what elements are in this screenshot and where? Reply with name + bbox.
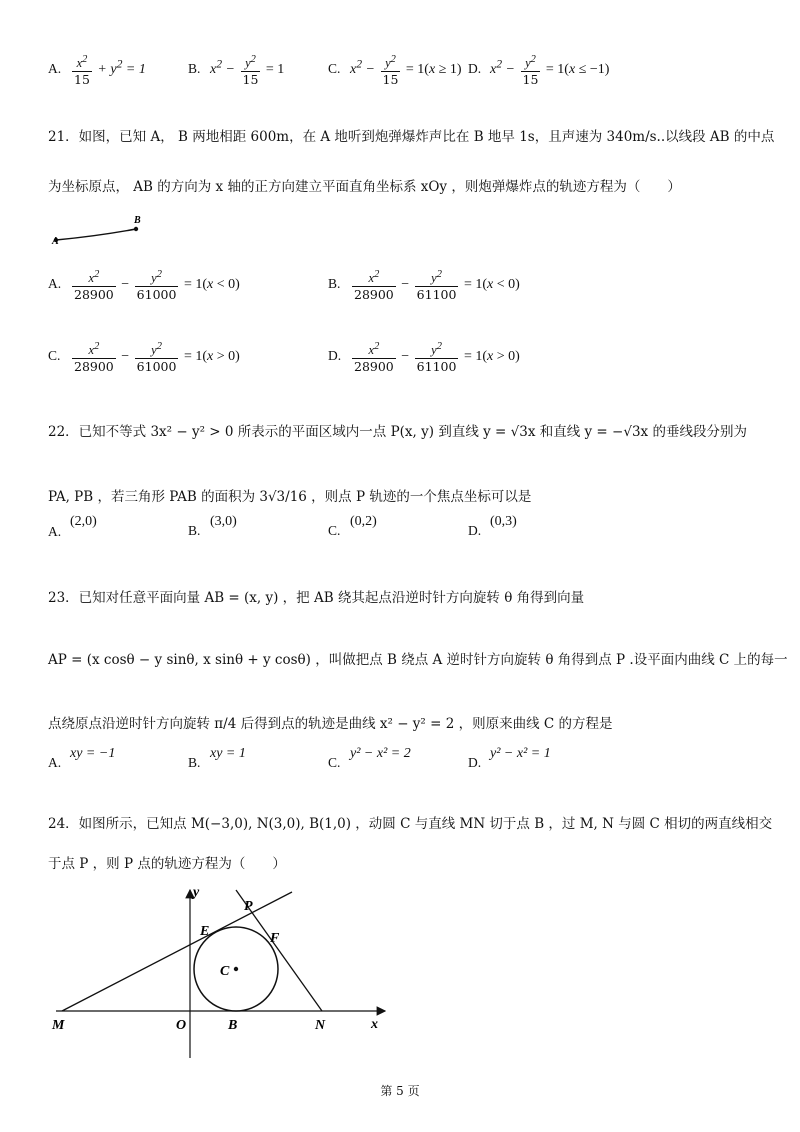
option-formula: (3,0) (210, 514, 237, 529)
option-label: D. (468, 523, 482, 538)
option-label: A. (48, 61, 62, 77)
label-x: x (371, 1017, 378, 1032)
option-label: C. (328, 523, 341, 538)
option-label: B. (188, 755, 201, 770)
fraction: $\frac{y^2}{61000}$ (136, 269, 177, 303)
option-formula: y² − x² = 1 (490, 746, 551, 761)
label-n: N (315, 1018, 326, 1033)
q23-option-c (328, 746, 411, 772)
point-b (134, 227, 138, 231)
option-label: D. (328, 348, 342, 364)
fraction: $\frac{y^2}{15}$ (382, 54, 399, 88)
fraction: $\frac{y^2}{61100}$ (416, 341, 457, 375)
fraction: $\frac{x^2}{28900}$ (354, 341, 394, 375)
q21-option-d: D. $\frac{x^2}{28900}$ − $\frac{y^2}{61100}$ = 1(x > 0) (328, 341, 520, 375)
q22-text-line1: 22．已知不等式 3x² − y² > 0 所表示的平面区域内一点 P(x, y) 到直线 y = √3x 和直线 y = −√3x 的垂线段分别为 (48, 424, 747, 440)
q23-text-line3: 点绕原点沿逆时针方向旋转 π/4 后得到点的轨迹是曲线 x² − y² = 2 ，则原来曲线 C 的方程是 (48, 716, 613, 732)
option-label: C. (328, 755, 341, 770)
label-f: F (270, 931, 280, 946)
fraction: $\frac{x^2}{28900}$ (74, 341, 114, 375)
label-a: A (52, 236, 59, 247)
option-label: B. (188, 61, 201, 77)
curve-ab (56, 229, 136, 240)
q20-option-a: A. $\frac{x^2}{15}$ + $y^2 = 1$ (48, 54, 146, 88)
label-o: O (176, 1018, 187, 1033)
label-y: y (193, 885, 200, 900)
q21-option-a: A. $\frac{x^2}{28900}$ − $\frac{y^2}{61000}$ = 1(x < 0) (48, 269, 240, 303)
q22-option-c (328, 514, 377, 540)
fraction: $\frac{x^2}{28900}$ (74, 269, 114, 303)
option-formula: (2,0) (70, 514, 97, 529)
q24-text-line2: 于点 P ，则 P 点的轨迹方程为（ ） (48, 856, 286, 872)
q23-option-a (48, 746, 116, 772)
option-label: B. (188, 523, 201, 538)
q20-option-d: D. $x^2$ − $\frac{y^2}{15}$ = 1(x ≤ −1) (468, 54, 610, 88)
fraction: $\frac{y^2}{15}$ (522, 54, 539, 88)
fraction: $\frac{x^2}{28900}$ (354, 269, 394, 303)
tangent-mp (62, 892, 292, 1011)
q24-text-line1: 24．如图所示，已知点 M(−3,0), N(3,0), B(1,0) ，动圆 C 与直线 MN 切于点 B ，过 M, N 与圆 C 相切的两直线相交 (48, 816, 773, 832)
q23-option-d (468, 746, 551, 772)
q20-option-c: C. $x^2$ − $\frac{y^2}{15}$ = 1(x ≥ 1) (328, 54, 462, 88)
option-formula: y² − x² = 2 (350, 746, 411, 761)
fraction: $\frac{y^2}{61000}$ (136, 341, 177, 375)
q21-figure (48, 212, 148, 248)
label-p: P (244, 899, 253, 914)
label-b: B (134, 215, 141, 226)
option-label: A. (48, 755, 62, 770)
label-e: E (200, 924, 210, 939)
q21-option-b: B. $\frac{x^2}{28900}$ − $\frac{y^2}{61100}$ = 1(x < 0) (328, 269, 520, 303)
label-m: M (52, 1018, 65, 1033)
q24-figure (40, 880, 400, 1065)
fraction: $\frac{x^2}{15}$ (74, 54, 90, 88)
option-formula: xy = 1 (210, 746, 246, 761)
q22-option-b (188, 514, 237, 540)
q22-option-a (48, 514, 97, 540)
q21-text-line2: 为坐标原点， AB 的方向为 x 轴的正方向建立平面直角坐标系 xOy ，则炮弹爆炸点的轨迹方程为（ ） (48, 179, 681, 195)
option-label: B. (328, 276, 341, 292)
q21-option-c: C. $\frac{x^2}{28900}$ − $\frac{y^2}{61000}$ = 1(x > 0) (48, 341, 240, 375)
page-number: 第 5 页 (380, 1084, 420, 1098)
q23-option-b (188, 746, 246, 772)
option-label: C. (328, 61, 341, 77)
q23-text-line1: 23．已知对任意平面向量 AB = (x, y) ，把 AB 绕其起点沿逆时针方向旋转 θ 角得到向量 (48, 590, 585, 606)
q21-text-line1: 21．如图，已知 A， B 两地相距 600m，在 A 地听到炮弹爆炸声比在 B 地早 1s，且声速为 340m/s..以线段 AB 的中点 (48, 129, 775, 145)
option-label: D. (468, 61, 482, 77)
option-formula: (0,3) (490, 514, 517, 529)
q22-option-d (468, 514, 517, 540)
option-label: A. (48, 524, 62, 539)
fraction: $\frac{y^2}{61100}$ (416, 269, 457, 303)
label-b: B (228, 1018, 238, 1033)
q23-text-line2: AP = (x cosθ − y sinθ, x sinθ + y cosθ) ，叫做把点 B 绕点 A 逆时针方向旋转 θ 角得到点 P .设平面内曲线 C 上的每一 (48, 652, 788, 668)
center-c (234, 967, 238, 971)
fraction: $\frac{y^2}{15}$ (242, 54, 259, 88)
option-label: D. (468, 755, 482, 770)
label-c: C (220, 964, 230, 979)
option-label: C. (48, 348, 61, 364)
option-formula: (0,2) (350, 514, 377, 529)
q20-option-b: B. $x^2$ − $\frac{y^2}{15}$ = 1 (188, 54, 285, 88)
option-formula: xy = −1 (70, 746, 116, 761)
q22-text-line2: PA, PB ，若三角形 PAB 的面积为 3√3/16 ，则点 P 轨迹的一个焦点坐标可以是 (48, 489, 532, 505)
option-label: A. (48, 276, 62, 292)
